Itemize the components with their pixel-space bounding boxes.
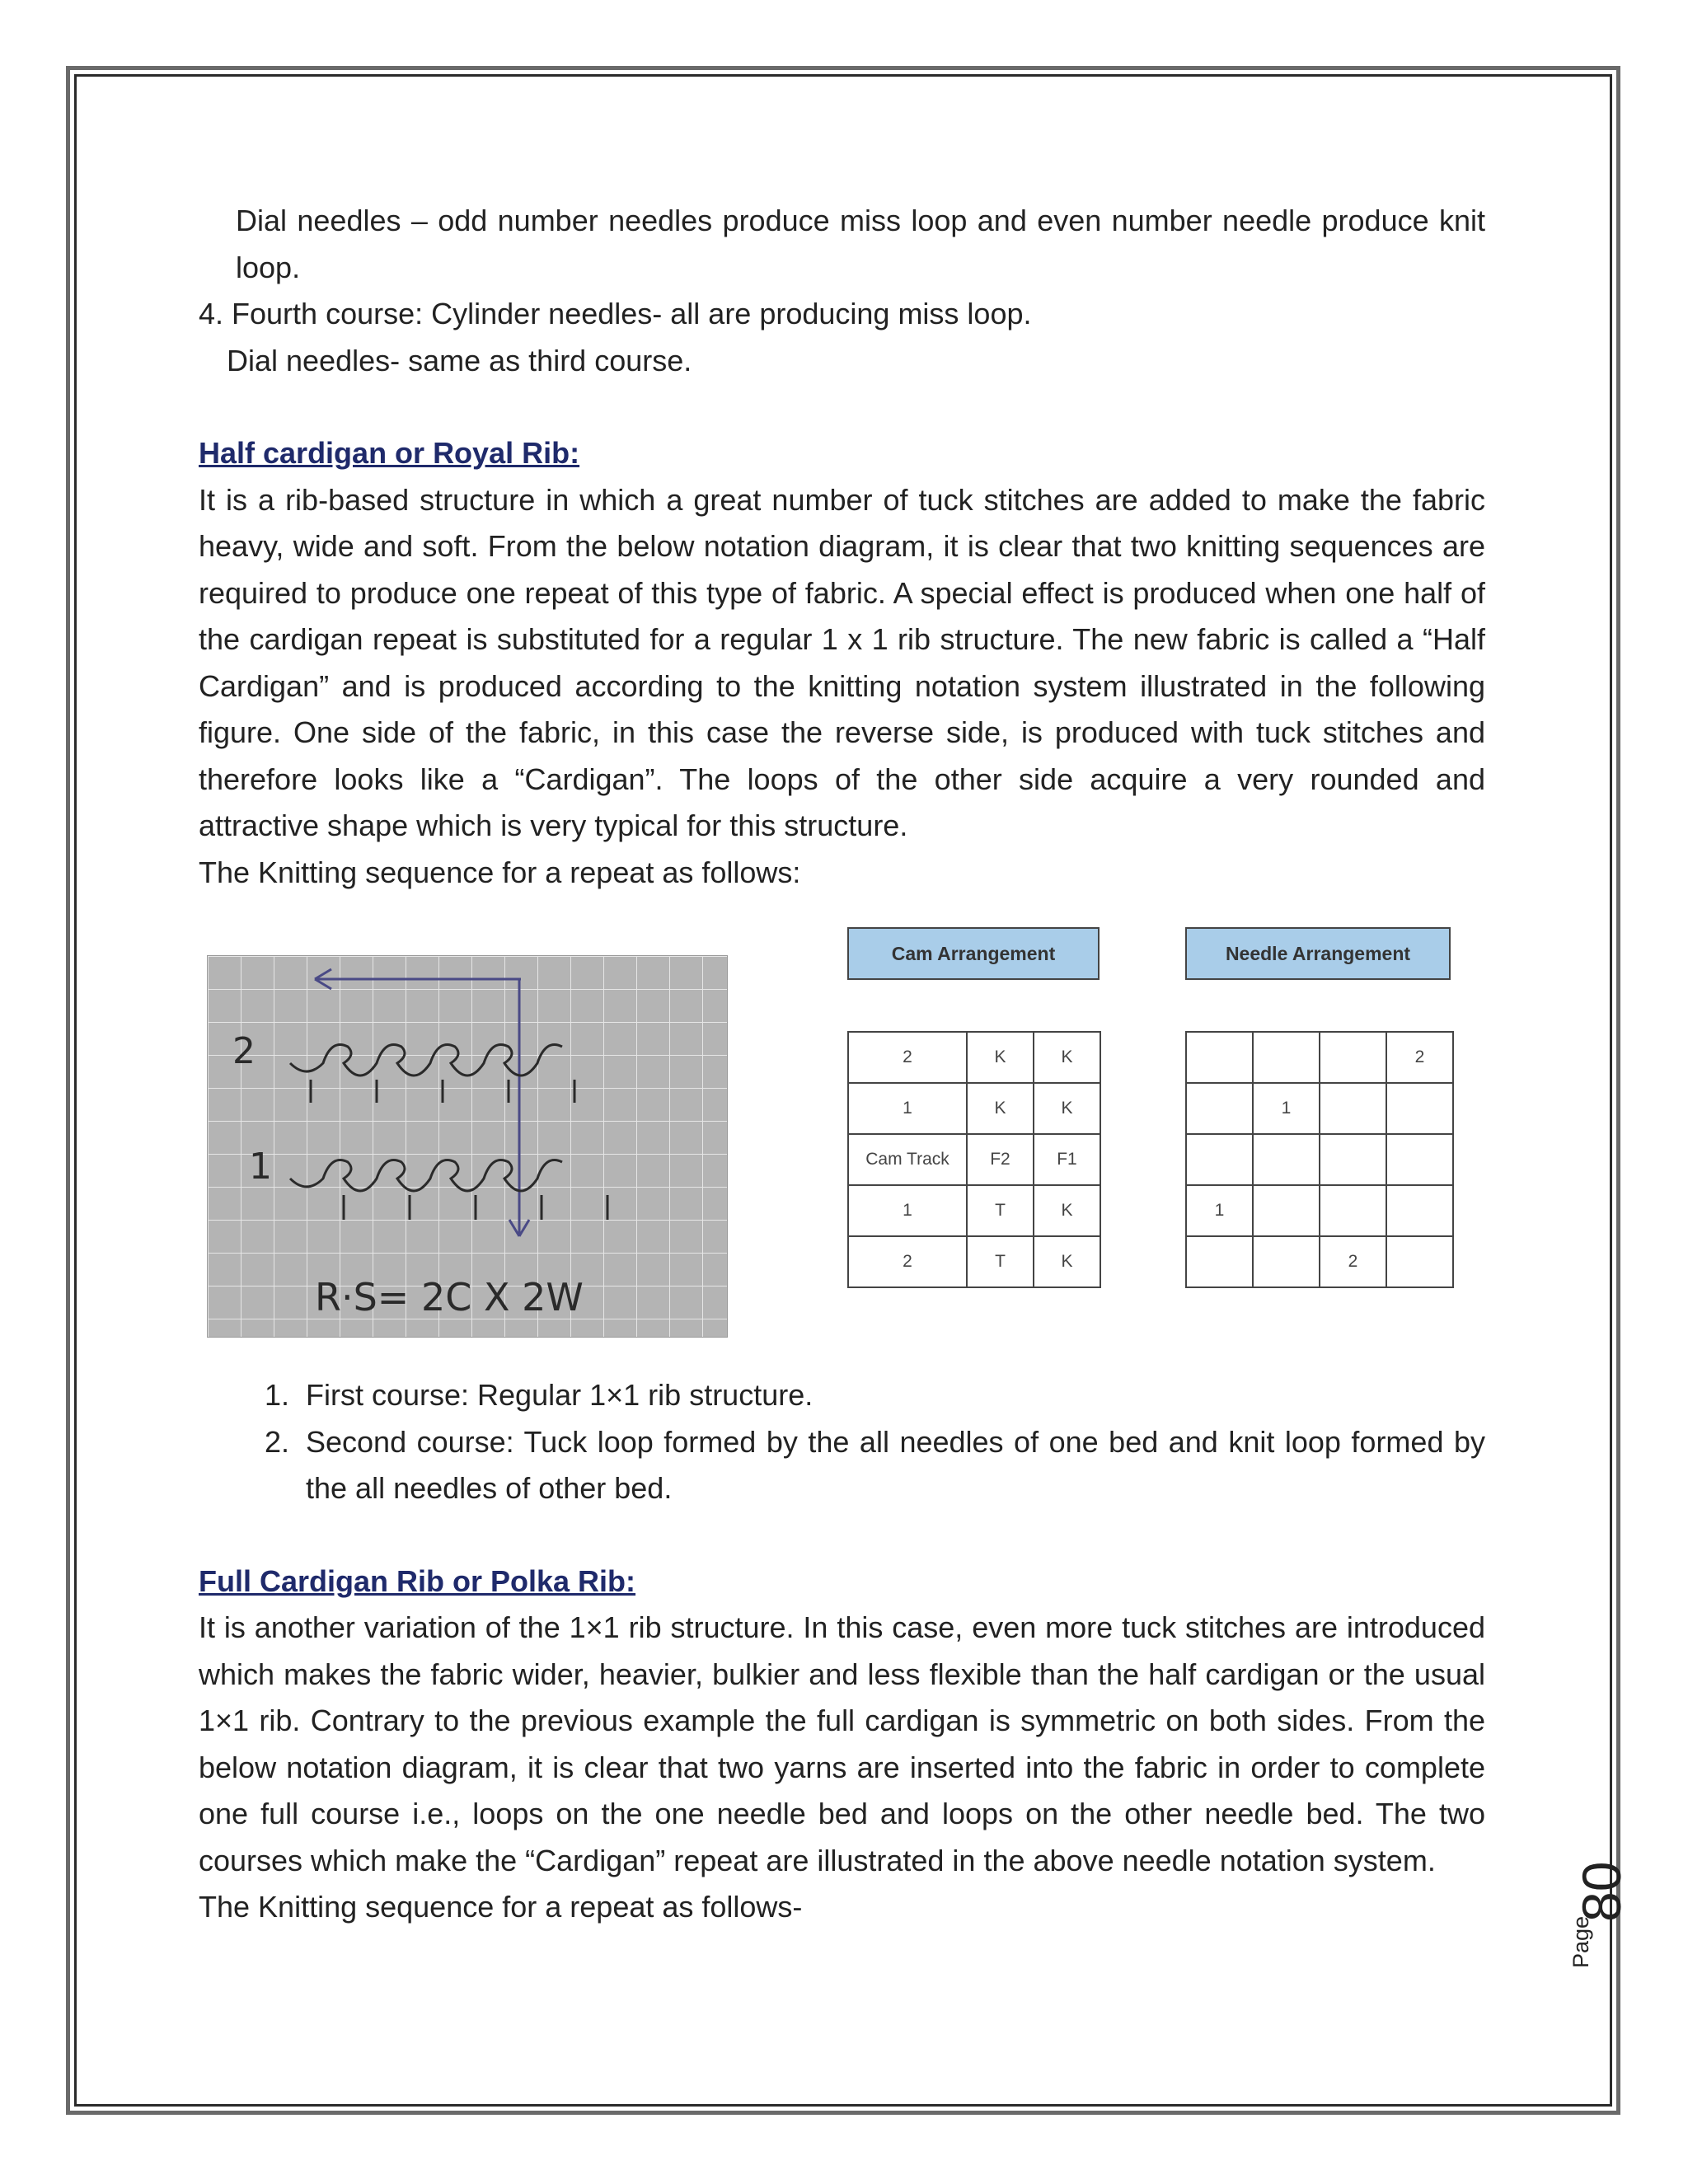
arrangement-tables [829, 927, 1489, 1356]
table-cell [1386, 1134, 1453, 1185]
table-row [1186, 1236, 1453, 1287]
notation-sketch [208, 956, 727, 1337]
table-cell: 1 [1253, 1083, 1320, 1134]
page-content [199, 198, 1485, 1931]
table-cell: K [1034, 1236, 1100, 1287]
table-row [1186, 1185, 1453, 1236]
table-cell: 2 [1386, 1032, 1453, 1083]
page-number-value: 80 [1571, 1861, 1632, 1922]
table-cell: Cam Track [848, 1134, 967, 1185]
half-cardigan-course-list [199, 1372, 1485, 1512]
table-cell: F2 [967, 1134, 1034, 1185]
table-cell [1386, 1185, 1453, 1236]
intro-line-3: Dial needles- same as third course. [227, 343, 692, 377]
table-cell: K [1034, 1185, 1100, 1236]
page-number [1562, 1861, 1636, 1994]
table-row [1186, 1083, 1453, 1134]
table-cell [1320, 1083, 1386, 1134]
table-cell [1253, 1185, 1320, 1236]
full-cardigan-heading: Full Cardigan Rib or Polka Rib: [199, 1563, 636, 1598]
half-cardigan-paragraph: It is a rib-based structure in which a great number of tuck stitches are added to make the fabric heavy, wide and soft. From the below notation diagram, it is clear that two knitting sequences are required to produce one repeat of this type of fabric. A special effect is produced when one half of the cardigan repeat is substituted for a regular 1 x 1 rib structure. The new fabric is called a “Half Cardigan” and is produced according to the knitting notation system illustrated in the following figure. One side of the fabric, in this case the reverse side, is produced with tuck stitches and therefore looks like a “Cardigan”. The loops of the other side acquire a very rounded and attractive shape which is very typical for this structure. [199, 482, 1485, 842]
page-label: Page [1568, 1915, 1593, 1968]
table-cell [1253, 1236, 1320, 1287]
table-row [848, 1185, 1100, 1236]
needle-arrangement-title: Needle Arrangement [1185, 927, 1451, 980]
half-cardigan-heading: Half cardigan or Royal Rib: [199, 436, 580, 470]
needle-arrangement-table [1185, 1031, 1454, 1288]
table-cell [1186, 1134, 1253, 1185]
table-cell [1186, 1236, 1253, 1287]
list-item: 1. First course: Regular 1×1 rib structure. [298, 1372, 1485, 1419]
table-cell: 1 [848, 1185, 967, 1236]
table-row [848, 1083, 1100, 1134]
table-cell: T [967, 1236, 1034, 1287]
photo-caption: R·S= 2C X 2W [315, 1275, 584, 1319]
cam-arrangement-title: Cam Arrangement [847, 927, 1100, 980]
table-cell: 2 [848, 1032, 967, 1083]
table-cell [1320, 1134, 1386, 1185]
photo-row-label-2: 2 [232, 1030, 256, 1072]
half-cardigan-figures [199, 911, 1485, 1372]
table-cell: K [967, 1083, 1034, 1134]
table-cell: K [1034, 1083, 1100, 1134]
needle-table-body [1186, 1032, 1453, 1287]
half-cardigan-sequence-intro: The Knitting sequence for a repeat as follows: [199, 855, 801, 889]
table-row [1186, 1134, 1453, 1185]
notation-photo [207, 955, 728, 1338]
cam-table-body [848, 1032, 1100, 1287]
full-cardigan-paragraph: It is another variation of the 1×1 rib structure. In this case, even more tuck stitches are introduced which makes the fabric wider, heavier, bulkier and less flexible than the half cardigan or the usual 1×1 rib. Contrary to the previous example the full cardigan is symmetric on both sides. From the below notation diagram, it is clear that two yarns are inserted into the fabric in order to complete one full course i.e., loops on the one needle bed and loops on the other needle bed. The two courses which make the “Cardigan” repeat are illustrated in the above needle notation system. [199, 1610, 1485, 1877]
full-cardigan-sequence-intro: The Knitting sequence for a repeat as follows- [199, 1890, 803, 1924]
table-cell: T [967, 1185, 1034, 1236]
table-cell: K [967, 1032, 1034, 1083]
table-cell: K [1034, 1032, 1100, 1083]
table-cell: 2 [1320, 1236, 1386, 1287]
intro-line-1: Dial needles – odd number needles produce miss loop and even number needle produce knit loop. [236, 204, 1485, 284]
table-cell: 1 [1186, 1185, 1253, 1236]
list-item: 2. Second course: Tuck loop formed by the all needles of one bed and knit loop formed by the all needles of other bed. [298, 1419, 1485, 1512]
table-cell [1186, 1083, 1253, 1134]
table-cell [1186, 1032, 1253, 1083]
table-cell [1253, 1032, 1320, 1083]
table-row [848, 1236, 1100, 1287]
table-cell [1386, 1083, 1453, 1134]
table-cell [1320, 1032, 1386, 1083]
table-cell: F1 [1034, 1134, 1100, 1185]
photo-row-label-1: 1 [249, 1146, 272, 1188]
table-cell: 1 [848, 1083, 967, 1134]
table-cell [1320, 1185, 1386, 1236]
table-row [1186, 1032, 1453, 1083]
table-cell: 2 [848, 1236, 967, 1287]
table-cell [1253, 1134, 1320, 1185]
table-cell [1386, 1236, 1453, 1287]
cam-arrangement-table [847, 1031, 1101, 1288]
table-row [848, 1134, 1100, 1185]
intro-line-2: 4. Fourth course: Cylinder needles- all are producing miss loop. [199, 297, 1032, 330]
table-row [848, 1032, 1100, 1083]
